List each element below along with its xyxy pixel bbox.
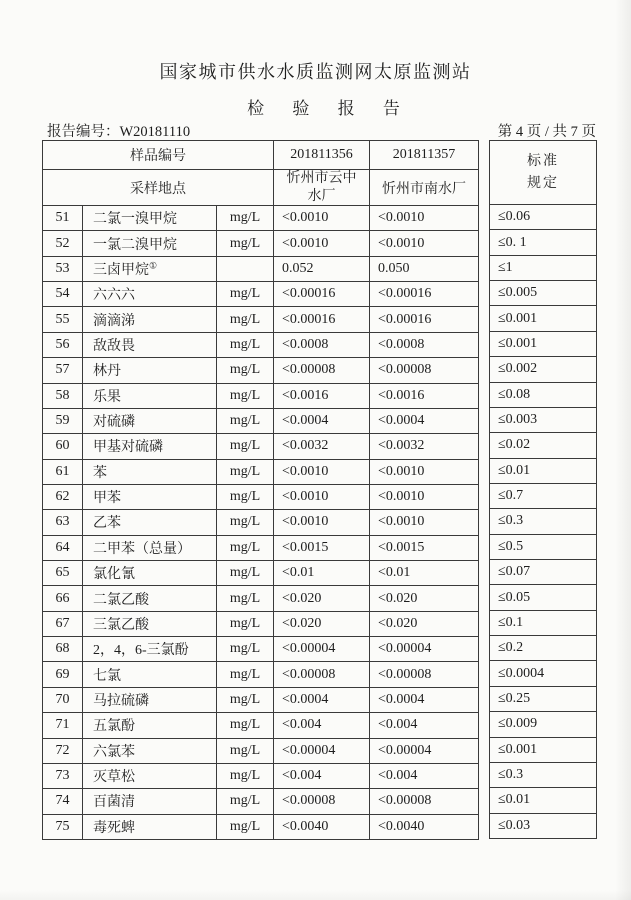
- row-number-cell: 53: [43, 256, 83, 281]
- standard-row: [490, 585, 597, 610]
- unit-cell: mg/L: [217, 763, 274, 788]
- standard-row: [490, 483, 597, 508]
- row-number-cell: 67: [43, 611, 83, 636]
- row-number-cell: 55: [43, 307, 83, 332]
- sample2-value-cell: <0.004: [370, 763, 479, 788]
- report-number-value: W20181110: [119, 124, 191, 140]
- sample1-value-cell: <0.020: [274, 586, 370, 611]
- sample2-value-cell: <0.0032: [370, 434, 479, 459]
- item-name-cell: 毒死蜱: [83, 814, 217, 839]
- unit-cell: mg/L: [217, 484, 274, 509]
- sample2-value-cell: <0.0008: [370, 332, 479, 357]
- table-row: [43, 484, 479, 509]
- item-name-cell: 二氯乙酸: [83, 586, 217, 611]
- unit-cell: mg/L: [217, 332, 274, 357]
- page-indicator: 第 4 页 / 共 7 页: [497, 124, 596, 140]
- sample1-value-cell: <0.0040: [274, 814, 370, 839]
- unit-cell: mg/L: [217, 738, 274, 763]
- standard-row: [490, 636, 597, 661]
- standard-cell: ≤0.0004: [490, 661, 597, 686]
- sample1-value-cell: <0.0010: [274, 484, 370, 509]
- sample2-value-cell: <0.020: [370, 611, 479, 636]
- sample-location-label-cell: 采样地点: [43, 170, 274, 206]
- sample1-value-cell: 0.052: [274, 256, 370, 281]
- sample2-value-cell: <0.00008: [370, 662, 479, 687]
- item-name-cell: 滴滴涕: [83, 307, 217, 332]
- table-row: [43, 814, 479, 839]
- unit-cell: mg/L: [217, 535, 274, 560]
- sample2-value-cell: <0.0010: [370, 484, 479, 509]
- station-title: 国家城市供水水质监测网太原监测站: [159, 62, 472, 82]
- standard-row: [490, 813, 597, 838]
- sample1-value-cell: <0.0004: [274, 408, 370, 433]
- sample2-value-cell: <0.00016: [370, 282, 479, 307]
- table-row: [43, 206, 479, 231]
- sample-no-label-cell: 样品编号: [43, 141, 274, 170]
- sample2-value-cell: <0.00004: [370, 738, 479, 763]
- standard-row: [490, 407, 597, 432]
- table-header-sample-ids: [43, 141, 479, 170]
- standard-cell: ≤0.01: [490, 458, 597, 483]
- item-name-cell: 二甲苯（总量）: [83, 535, 217, 560]
- row-number-cell: 70: [43, 687, 83, 712]
- standard-row: [490, 737, 597, 762]
- table-row: [43, 459, 479, 484]
- sample1-value-cell: <0.00004: [274, 738, 370, 763]
- row-number-cell: 56: [43, 332, 83, 357]
- standard-cell: ≤0.01: [490, 788, 597, 813]
- sample2-value-cell: <0.00008: [370, 358, 479, 383]
- standard-cell: ≤0.08: [490, 382, 597, 407]
- table-row: [43, 408, 479, 433]
- unit-cell: mg/L: [217, 687, 274, 712]
- table-row: [43, 561, 479, 586]
- item-name-cell: 甲基对硫磷: [83, 434, 217, 459]
- standard-row: [490, 433, 597, 458]
- results-table: [42, 140, 479, 840]
- standard-cell: ≤0.001: [490, 306, 597, 331]
- sample2-value-cell: <0.0010: [370, 206, 479, 231]
- unit-cell: mg/L: [217, 611, 274, 636]
- sample2-value-cell: <0.00004: [370, 637, 479, 662]
- standard-cell: ≤0.2: [490, 636, 597, 661]
- location-cell: 忻州市南水厂: [370, 170, 479, 206]
- sample1-value-cell: <0.0010: [274, 459, 370, 484]
- unit-cell: mg/L: [217, 408, 274, 433]
- table-row: [43, 434, 479, 459]
- row-number-cell: 63: [43, 510, 83, 535]
- unit-cell: mg/L: [217, 586, 274, 611]
- standard-row: [490, 534, 597, 559]
- sample1-value-cell: <0.00016: [274, 282, 370, 307]
- unit-cell: mg/L: [217, 662, 274, 687]
- table-row: [43, 307, 479, 332]
- standard-row: [490, 230, 597, 255]
- item-name-cell: 马拉硫磷: [83, 687, 217, 712]
- row-number-cell: 51: [43, 206, 83, 231]
- standard-row: [490, 205, 597, 230]
- unit-cell: mg/L: [217, 510, 274, 535]
- row-number-cell: 54: [43, 282, 83, 307]
- table-row: [43, 358, 479, 383]
- unit-cell: mg/L: [217, 713, 274, 738]
- sample1-value-cell: <0.00008: [274, 662, 370, 687]
- location-cell: [274, 170, 370, 206]
- item-name-cell: 对硫磷: [83, 408, 217, 433]
- standard-row: [490, 610, 597, 635]
- standard-row: [490, 331, 597, 356]
- standard-row: [490, 788, 597, 813]
- standard-row: [490, 255, 597, 280]
- table-row: [43, 231, 479, 256]
- row-number-cell: 69: [43, 662, 83, 687]
- standard-cell: ≤0.25: [490, 686, 597, 711]
- sample2-value-cell: <0.0004: [370, 687, 479, 712]
- table-row: [43, 510, 479, 535]
- standard-cell: ≤0.002: [490, 357, 597, 382]
- standard-cell: ≤0.05: [490, 585, 597, 610]
- table-row: [43, 687, 479, 712]
- location-text: 忻州市云中水厂: [286, 171, 357, 204]
- sample1-value-cell: <0.020: [274, 611, 370, 636]
- standard-row: [490, 306, 597, 331]
- standard-row: [490, 382, 597, 407]
- table-row: [43, 535, 479, 560]
- standard-cell: ≤1: [490, 255, 597, 280]
- sample2-value-cell: <0.0010: [370, 231, 479, 256]
- standard-cell: ≤0.003: [490, 407, 597, 432]
- sample2-value-cell: <0.01: [370, 561, 479, 586]
- standard-cell: ≤0.001: [490, 737, 597, 762]
- standard-cell: ≤0.02: [490, 433, 597, 458]
- sample1-value-cell: <0.00004: [274, 637, 370, 662]
- row-number-cell: 60: [43, 434, 83, 459]
- item-name-cell: 苯: [83, 459, 217, 484]
- standard-cell: ≤0. 1: [490, 230, 597, 255]
- table-row: [43, 332, 479, 357]
- row-number-cell: 66: [43, 586, 83, 611]
- standard-row: [490, 661, 597, 686]
- item-name-cell: 六氯苯: [83, 738, 217, 763]
- standard-header-cell: [490, 141, 597, 205]
- standard-header-row: [490, 141, 597, 205]
- report-title: 检 验 报 告: [247, 99, 412, 118]
- standard-header-text: 标准规定: [527, 153, 559, 191]
- unit-cell: mg/L: [217, 434, 274, 459]
- row-number-cell: 61: [43, 459, 83, 484]
- sample2-value-cell: 0.050: [370, 256, 479, 281]
- row-number-cell: 57: [43, 358, 83, 383]
- row-number-cell: 62: [43, 484, 83, 509]
- item-name-cell: 三氯乙酸: [83, 611, 217, 636]
- standard-cell: ≤0.07: [490, 560, 597, 585]
- row-number-cell: 65: [43, 561, 83, 586]
- item-name-cell: 乙苯: [83, 510, 217, 535]
- standard-row: [490, 762, 597, 787]
- table-row: [43, 713, 479, 738]
- scan-edge-shadow: [0, 890, 631, 900]
- footnote-marker: ①: [149, 260, 158, 271]
- unit-cell: mg/L: [217, 814, 274, 839]
- sample1-value-cell: <0.0010: [274, 231, 370, 256]
- sample-id-cell: 201811356: [274, 141, 370, 170]
- sample2-value-cell: <0.00016: [370, 307, 479, 332]
- standard-cell: ≤0.5: [490, 534, 597, 559]
- unit-cell: mg/L: [217, 206, 274, 231]
- item-name-cell: 氯化氰: [83, 561, 217, 586]
- report-number: [47, 120, 190, 141]
- standard-row: [490, 686, 597, 711]
- standard-cell: ≤0.1: [490, 610, 597, 635]
- item-name-cell: 五氯酚: [83, 713, 217, 738]
- standard-limits-table: [489, 140, 597, 839]
- sample2-value-cell: <0.0010: [370, 510, 479, 535]
- standard-row: [490, 712, 597, 737]
- unit-cell: mg/L: [217, 637, 274, 662]
- table-header-locations: [43, 170, 479, 206]
- row-number-cell: 72: [43, 738, 83, 763]
- standard-row: [490, 357, 597, 382]
- table-row: [43, 789, 479, 814]
- item-name-cell: 二氯一溴甲烷: [83, 206, 217, 231]
- sample1-value-cell: <0.0016: [274, 383, 370, 408]
- item-name-cell: 七氯: [83, 662, 217, 687]
- unit-cell: mg/L: [217, 282, 274, 307]
- row-number-cell: 59: [43, 408, 83, 433]
- table-row: [43, 611, 479, 636]
- row-number-cell: 58: [43, 383, 83, 408]
- row-number-cell: 73: [43, 763, 83, 788]
- standard-cell: ≤0.03: [490, 813, 597, 838]
- sample1-value-cell: <0.00008: [274, 358, 370, 383]
- unit-cell: mg/L: [217, 307, 274, 332]
- item-name-cell: 灭草松: [83, 763, 217, 788]
- unit-cell: mg/L: [217, 789, 274, 814]
- row-number-cell: 64: [43, 535, 83, 560]
- sample1-value-cell: <0.0004: [274, 687, 370, 712]
- unit-cell: [217, 256, 274, 281]
- item-name-cell: 百菌清: [83, 789, 217, 814]
- standard-cell: ≤0.06: [490, 205, 597, 230]
- item-name-cell: 敌敌畏: [83, 332, 217, 357]
- unit-cell: mg/L: [217, 561, 274, 586]
- table-row: [43, 637, 479, 662]
- sample1-value-cell: <0.01: [274, 561, 370, 586]
- sample2-value-cell: <0.00008: [370, 789, 479, 814]
- table-row: [43, 763, 479, 788]
- sample2-value-cell: <0.0010: [370, 459, 479, 484]
- standard-cell: ≤0.001: [490, 331, 597, 356]
- standard-row: [490, 560, 597, 585]
- row-number-cell: 74: [43, 789, 83, 814]
- standard-cell: ≤0.3: [490, 509, 597, 534]
- sample1-value-cell: <0.0010: [274, 206, 370, 231]
- sample2-value-cell: <0.0015: [370, 535, 479, 560]
- sample1-value-cell: <0.0010: [274, 510, 370, 535]
- standard-cell: ≤0.7: [490, 483, 597, 508]
- item-name-cell: [83, 256, 217, 281]
- item-name-cell: 乐果: [83, 383, 217, 408]
- standard-row: [490, 509, 597, 534]
- table-row: [43, 662, 479, 687]
- table-row: [43, 383, 479, 408]
- standard-cell: ≤0.009: [490, 712, 597, 737]
- unit-cell: mg/L: [217, 231, 274, 256]
- unit-cell: mg/L: [217, 383, 274, 408]
- sample1-value-cell: <0.00016: [274, 307, 370, 332]
- standard-row: [490, 458, 597, 483]
- standard-cell: ≤0.005: [490, 281, 597, 306]
- sample-id-cell: 201811357: [370, 141, 479, 170]
- sample2-value-cell: <0.0004: [370, 408, 479, 433]
- unit-cell: mg/L: [217, 358, 274, 383]
- sample2-value-cell: <0.004: [370, 713, 479, 738]
- sample2-value-cell: <0.0016: [370, 383, 479, 408]
- sample1-value-cell: <0.004: [274, 763, 370, 788]
- item-name-cell: 六六六: [83, 282, 217, 307]
- report-number-label: 报告编号：: [47, 124, 120, 140]
- table-row: [43, 256, 479, 281]
- sample2-value-cell: <0.0040: [370, 814, 479, 839]
- row-number-cell: 52: [43, 231, 83, 256]
- unit-cell: mg/L: [217, 459, 274, 484]
- row-number-cell: 75: [43, 814, 83, 839]
- scan-edge-shadow: [615, 0, 631, 900]
- standard-cell: ≤0.3: [490, 762, 597, 787]
- item-name-cell: 林丹: [83, 358, 217, 383]
- sample1-value-cell: <0.0032: [274, 434, 370, 459]
- sample2-value-cell: <0.020: [370, 586, 479, 611]
- sample1-value-cell: <0.004: [274, 713, 370, 738]
- item-name-cell: 一氯二溴甲烷: [83, 231, 217, 256]
- table-row: [43, 586, 479, 611]
- item-name-cell: 甲苯: [83, 484, 217, 509]
- sample1-value-cell: <0.0008: [274, 332, 370, 357]
- row-number-cell: 71: [43, 713, 83, 738]
- table-row: [43, 738, 479, 763]
- standard-row: [490, 281, 597, 306]
- table-row: [43, 282, 479, 307]
- sample1-value-cell: <0.00008: [274, 789, 370, 814]
- item-name-text: 三卤甲烷: [93, 262, 149, 278]
- row-number-cell: 68: [43, 637, 83, 662]
- sample1-value-cell: <0.0015: [274, 535, 370, 560]
- item-name-cell: 2，4，6-三氯酚: [83, 637, 217, 662]
- report-meta: [47, 120, 596, 141]
